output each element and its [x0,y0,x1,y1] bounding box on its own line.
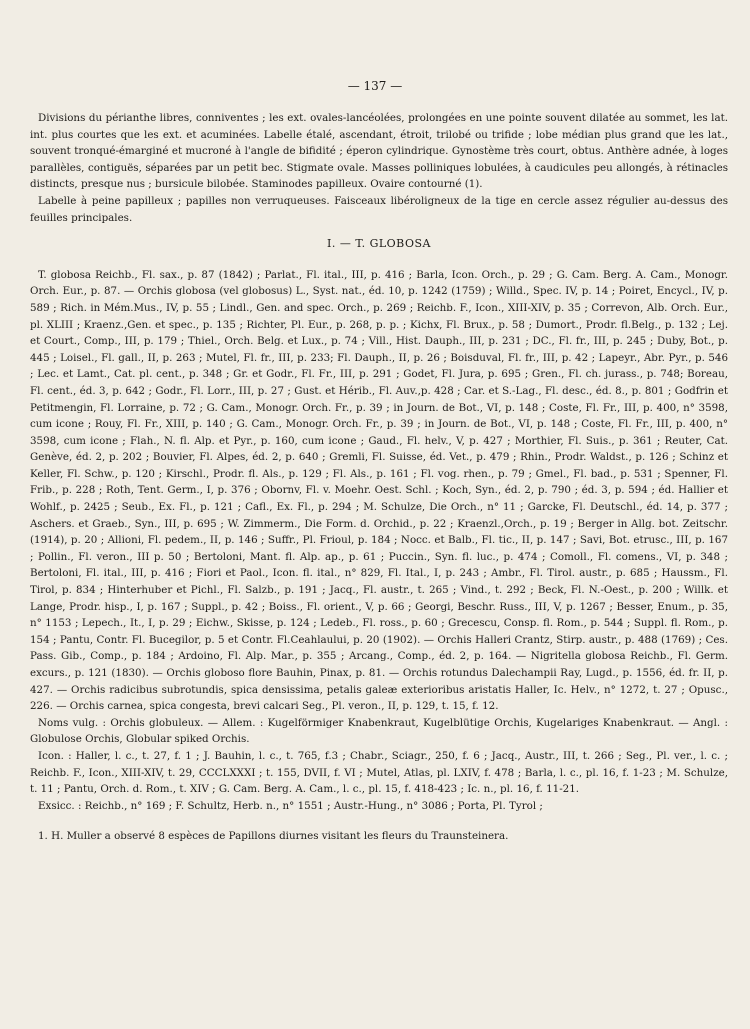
iconographia: Icon. : Haller, l. c., t. 27, f. 1 ; J. Bauhin, l. c., t. 765, f.3 ; Chabr., Sciagr., 250, f. 6 ; Jacq., Austr., III, t. 266 ; Seg., Pl. ver., l. c. ; Reichb. F., Icon., XIII-XIV, t. 29, CCCLXXXI ; t. 155, DVII, f. VI ; Mutel, Atlas, pl. LXIV, f. 478 ; Barla, l. c., pl. 16, f. 1-23 ; M. Schulze, t. 11 ; Pantu, Orch. d. Rom., t. XIV ; G. Cam. Berg. A. Cam., l. c., pl. 15, f. 418-423 ; Ic. n., pl. 16, f. 11-21. [30,749,728,796]
intro-paragraph-2: Labelle à peine papilleux ; papilles non verruqueuses. Faisceaux libéroligneux de la tige en cercle assez régulier au-dessus des feuilles principales. [30,194,728,224]
section-title: I. — T. GLOBOSA [327,237,431,251]
nomina-vulgaria: Noms vulg. : Orchis globuleux. — Allem. : Kugelförmiger Knabenkraut, Kugelblütige Orchis, Kugelariges Knabenkraut. — Angl. : Globulose Orchis, Globular spiked Orchis. [30,716,728,746]
intro-paragraph: Divisions du périanthe libres, conniventes ; les ext. ovales-lancéolées, prolongées en une pointe souvent dilatée au sommet, les lat. int. plus courtes que les ext. et acuminées. Labelle étalé, ascendant, étroit, trilobé ou trifide ; lobe médian plus grand que les lat., souvent tronqué-émarginé et mucroné à l'angle de bifidité ; éperon cylindrique. Gynostème très court, obtus. Anthère adnée, à loges parallèles, contiguës, séparées par un petit bec. Stigmate ovale. Masses polliniques lobulées, à caudicules peu allongés, à rétinacles distincts, presque nus ; bursicule bilobée. Staminodes papilleux. Ovaire contourné (1). [30,112,728,191]
exsiccata: Exsicc. : Reichb., n° 169 ; F. Schultz, Herb. n., n° 1551 ; Austr.-Hung., n° 3086 ; Porta, Pl. Tyrol ; [38,799,543,812]
species-synonymy: T. globosa Reichb., Fl. sax., p. 87 (1842) ; Parlat., Fl. ital., III, p. 416 ; Barla, Icon. Orch., p. 29 ; G. Cam. Berg. A. Cam., Monogr. Orch. Eur., p. 87. — Orchis globosa (vel globosus) L., Syst. nat., éd. 10, p. 1242 (1759) ; Willd., Spec. IV, p. 14 ; Poiret, Encycl., IV, p. 589 ; Rich. in Mém.Mus., IV, p. 55 ; Lindl., Gen. and spec. Orch., p. 269 ; Reichb. F., Icon., XIII-XIV, p. 35 ; Correvon, Alb. Orch. Eur., pl. XLIII ; Kraenz.,Gen. et spec., p. 135 ; Richter, Pl. Eur., p. 268, p. p. ; Kichx, Fl. Brux., p. 58 ; Dumort., Prodr. fl.Belg., p. 132 ; Lej. et Court., Comp., III, p. 179 ; Thiel., Orch. Belg. et Lux., p. 74 ; Vill., Hist. Dauph., III, p. 231 ; DC., Fl. fr., III, p. 245 ; Duby, Bot., p. 445 ; Loisel., Fl. gall., II, p. 263 ; Mutel, Fl. fr., III, p. 233; Fl. Dauph., II, p. 26 ; Boisduval, Fl. fr., III, p. 42 ; Lapeyr., Abr. Pyr., p. 546 ; Lec. et Lamt., Cat. pl. cent., p. 348 ; Gr. et Godr., Fl. Fr., III, p. 291 ; Godet, Fl. Jura, p. 695 ; Gren., Fl. ch. jurass., p. 748; Boreau, Fl. cent., éd. 3, p. 642 ; Godr., Fl. Lorr., III, p. 27 ; Gust. et Hérib., Fl. Auv.,p. 428 ; Car. et S.-Lag., Fl. desc., éd. 8., p. 801 ; Godfrin et Petitmengin, Fl. Lorraine, p. 72 ; G. Cam., Monogr. Orch. Fr., p. 39 ; in Journ. de Bot., VI, p. 148 ; Coste, Fl. Fr., III, p. 400, n° 3598, cum icone ; Rouy, Fl. Fr., XIII, p. 140 ; G. Cam., Monogr. Orch. Fr., p. 39 ; in Journ. de Bot., VI, p. 148 ; Coste, Fl. Fr., III, p. 400, n° 3598, cum icone ; Flah., N. fl. Alp. et Pyr., p. 160, cum icone ; Gaud., Fl. helv., V, p. 427 ; Morthier, Fl. Suis., p. 361 ; Reuter, Cat. Genève, éd. 2, p. 202 ; Bouvier, Fl. Alpes, éd. 2, p. 640 ; Gremli, Fl. Suisse, éd. Vet., p. 479 ; Rhin., Prodr. Waldst., p. 126 ; Schinz et Keller, Fl. Schw., p. 120 ; Kirschl., Prodr. fl. Als., p. 129 ; Fl. Als., p. 161 ; Fl. vog. rhen., p. 79 ; Gmel., Fl. bad., p. 531 ; Spenner, Fl. Frib., p. 228 ; Roth, Tent. Germ., I, p. 376 ; Obornv, Fl. v. Moehr. Oest. Schl. ; Koch, Syn., éd. 2, p. 790 ; éd. 3, p. 594 ; éd. Hallier et Wohlf., p. 2425 ; Seub., Ex. Fl., p. 121 ; Cafl., Ex. Fl., p. 294 ; M. Schulze, Die Orch., n° 11 ; Garcke, Fl. Deutschl., éd. 14, p. 377 ; Aschers. et Graeb., Syn., III, p. 695 ; W. Zimmerm., Die Form. d. Orchid., p. 22 ; Kraenzl.,Orch., p. 19 ; Berger in Allg. bot. Zeitschr. (1914), p. 20 ; Allioni, Fl. pedem., II, p. 146 ; Suffr., Pl. Frioul, p. 184 ; Nocc. et Balb., Fl. tic., II, p. 147 ; Savi, Bot. etrusc., III, p. 167 ; Pollin., Fl. veron., III p. 50 ; Bertoloni, Mant. fl. Alp. ap., p. 61 ; Puccin., Syn. fl. luc., p. 474 ; Comoll., Fl. comens., VI, p. 348 ; Bertoloni, Fl. ital., III, p. 416 ; Fiori et Paol., Icon. fl. ital., n° 829, Fl. Ital., I, p. 243 ; Ambr., Fl. Tirol. austr., p. 685 ; Haussm., Fl. Tirol, p. 834 ; Hinterhuber et Pichl., Fl. Salzb., p. 191 ; Jacq., Fl. austr., t. 265 ; Vind., t. 292 ; Beck, Fl. N.-Oest., p. 200 ; Willk. et Lange, Prodr. hisp., I, p. 167 ; Suppl., p. 42 ; Boiss., Fl. orient., V, p. 66 ; Georgi, Beschr. Russ., III, V, p. 1267 ; Besser, Enum., p. 35, n° 1153 ; Lepech., It., I, p. 29 ; Eichw., Skisse, p. 124 ; Ledeb., Fl. ross., p. 60 ; Grecescu, Consp. fl. Rom., p. 544 ; Suppl. fl. Rom., p. 154 ; Pantu, Contr. Fl. Bucegilor, p. 5 et Contr. Fl.Ceahlaului, p. 20 (1902). — Orchis Halleri Crantz, Stirp. austr., p. 488 (1769) ; Ces. Pass. Gib., Comp., p. 184 ; Ardoino, Fl. Alp. Mar., p. 355 ; Arcang., Comp., éd. 2, p. 164. — Nigritella globosa Reichb., Fl. Germ. excurs., p. 121 (1830). — Orchis globoso flore Bauhin, Pinax, p. 81. — Orchis rotundus Dalechampii Ray, Lugd., p. 1556, éd. fr. II, p. 427. — Orchis radicibus subrotundis, spica densissima, petalis galeæ exterioribus aristatis Haller, Ic. Helv., n° 1272, t. 27 ; Opusc., 226. — Orchis carnea, spica congesta, brevi calcari Seg., Pl. veron., II, p. 129, t. 15, f. 12. [30,268,728,713]
footnote: 1. H. Muller a observé 8 espèces de Papillons diurnes visitant les fleurs du Traunsteinera. [38,830,509,843]
page-number: — 137 — [347,79,403,93]
